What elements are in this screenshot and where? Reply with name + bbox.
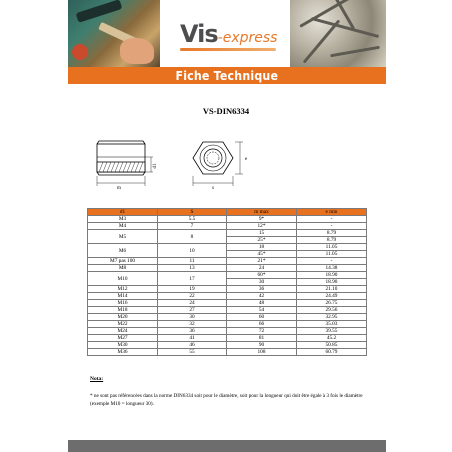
cell-e-min: 60.79	[297, 349, 367, 356]
page-footer	[68, 440, 386, 452]
cell-e-min: 32.95	[297, 314, 367, 321]
table-row	[88, 258, 367, 265]
table-row	[88, 244, 367, 251]
cell-s: 5.5	[158, 216, 227, 223]
cell-s: 46	[158, 342, 227, 349]
banner-title: Fiche Technique	[175, 68, 279, 83]
table-row	[88, 223, 367, 230]
cell-e-min: 18.90	[297, 279, 367, 286]
cell-m-max: 9*	[227, 216, 297, 223]
cell-d1: M20	[88, 314, 158, 321]
table-row	[88, 216, 367, 223]
cell-m-max: 81	[227, 335, 297, 342]
cell-m-max: 48	[227, 300, 297, 307]
screws-photo	[290, 0, 386, 67]
logo-swoosh	[180, 48, 276, 51]
header-m-max: m max	[227, 209, 297, 216]
cell-m-max: 21*	[227, 258, 297, 265]
cell-s: 22	[158, 293, 227, 300]
cell-d1: M8	[88, 265, 158, 272]
table-row	[88, 265, 367, 272]
cell-e-min: -	[297, 223, 367, 230]
cell-s: 8	[158, 230, 227, 244]
dim-s-label: s	[212, 186, 214, 191]
section-banner	[68, 67, 386, 84]
cell-s: 7	[158, 223, 227, 230]
cell-e-min: 45.2	[297, 335, 367, 342]
header-s: S	[158, 209, 227, 216]
cell-d1: M12	[88, 286, 158, 293]
cell-m-max: 36	[227, 286, 297, 293]
cell-m-max: 12*	[227, 223, 297, 230]
cell-d1: M4	[88, 223, 158, 230]
dim-e-label: e	[245, 157, 248, 162]
cell-m-max: 90	[227, 342, 297, 349]
cell-e-min: 26.75	[297, 300, 367, 307]
brand-main: Vis	[180, 20, 218, 48]
table-row	[88, 230, 367, 237]
cell-m-max: 30	[227, 279, 297, 286]
cell-d1: M6	[88, 244, 158, 258]
cell-d1: M5	[88, 230, 158, 244]
cell-e-min: 8.79	[297, 230, 367, 237]
cell-d1: M22	[88, 321, 158, 328]
product-title: VS-DIN6334	[202, 106, 250, 116]
cell-d1: M10	[88, 272, 158, 286]
dim-m-label: m	[117, 186, 121, 191]
header-d1: d1	[88, 209, 158, 216]
table-header-row	[88, 209, 367, 216]
cell-e-min: 50.85	[297, 342, 367, 349]
dim-d1-label: d1	[153, 163, 158, 169]
cell-s: 32	[158, 321, 227, 328]
cell-m-max: 42	[227, 293, 297, 300]
cell-m-max: 60*	[227, 272, 297, 279]
table-row	[88, 300, 367, 307]
cell-s: 11	[158, 258, 227, 265]
cell-d1: M30	[88, 342, 158, 349]
front-view	[193, 142, 233, 174]
cell-d1: M36	[88, 349, 158, 356]
cell-e-min: 35.03	[297, 321, 367, 328]
cell-e-min: 18.90	[297, 272, 367, 279]
table-row	[88, 321, 367, 328]
cell-e-min: -	[297, 258, 367, 265]
note-text: * ne sont pas référencées dans la norme DIN6334 soit pour le diamètre, soit pour la longueur qui doit être égale à 3 fois le diamètre (exemple M10 = longueur 30).	[90, 393, 363, 408]
cell-d1: M14	[88, 293, 158, 300]
cell-m-max: 54	[227, 307, 297, 314]
table-row	[88, 307, 367, 314]
technical-drawing	[85, 136, 285, 196]
cell-m-max: 108	[227, 349, 297, 356]
cell-m-max: 66	[227, 321, 297, 328]
drawing-svg	[85, 136, 285, 196]
cell-e-min: 11.05	[297, 251, 367, 258]
cell-m-max: 18	[227, 244, 297, 251]
cell-e-min: 11.05	[297, 244, 367, 251]
cell-s: 55	[158, 349, 227, 356]
cell-d1: M24	[88, 328, 158, 335]
header-e-min: e min	[297, 209, 367, 216]
brand-suffix: -express	[217, 30, 278, 46]
cell-m-max: 72	[227, 328, 297, 335]
cell-d1: M7 pas 100	[88, 258, 158, 265]
page-header	[68, 0, 386, 67]
cell-m-max: 25*	[227, 237, 297, 244]
cell-d1: M18	[88, 307, 158, 314]
cell-m-max: 60	[227, 314, 297, 321]
cell-e-min: 8.79	[297, 237, 367, 244]
cell-s: 17	[158, 272, 227, 286]
tools-photo	[68, 0, 160, 67]
cell-e-min: -	[297, 216, 367, 223]
table-row	[88, 342, 367, 349]
table-row	[88, 272, 367, 279]
table-row	[88, 286, 367, 293]
table-row	[88, 349, 367, 356]
cell-d1: M27	[88, 335, 158, 342]
cell-s: 36	[158, 328, 227, 335]
cell-d1: M16	[88, 300, 158, 307]
table-row	[88, 293, 367, 300]
spec-table	[87, 208, 367, 356]
cell-d1: M3	[88, 216, 158, 223]
cell-m-max: 45*	[227, 251, 297, 258]
cell-m-max: 24	[227, 265, 297, 272]
cell-e-min: 21.10	[297, 286, 367, 293]
cell-s: 10	[158, 244, 227, 258]
cell-s: 30	[158, 314, 227, 321]
spec-table-body	[88, 216, 367, 356]
brand-logo	[180, 20, 280, 50]
cell-s: 27	[158, 307, 227, 314]
cell-s: 24	[158, 300, 227, 307]
cell-s: 19	[158, 286, 227, 293]
table-row	[88, 328, 367, 335]
cell-e-min: 14.38	[297, 265, 367, 272]
cell-e-min: 24.49	[297, 293, 367, 300]
side-view	[97, 141, 153, 186]
table-row	[88, 335, 367, 342]
cell-m-max: 15	[227, 230, 297, 237]
cell-s: 41	[158, 335, 227, 342]
table-row	[88, 314, 367, 321]
note-title: Nota:	[90, 376, 104, 382]
cell-s: 13	[158, 265, 227, 272]
cell-e-min: 39.55	[297, 328, 367, 335]
cell-e-min: 29.56	[297, 307, 367, 314]
